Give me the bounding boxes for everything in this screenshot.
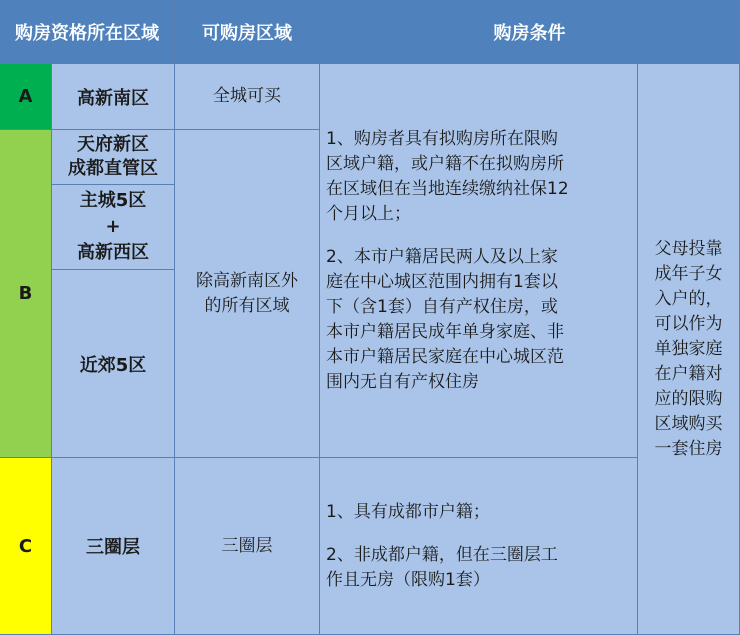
conditions-ab-line6: 庭在中心城区范围内拥有1套以 (326, 271, 558, 292)
note-line6: 在户籍对 (654, 363, 723, 384)
note-line2: 成年子女 (654, 263, 723, 284)
conditions-ab-line8: 本市户籍居民成年单身家庭、非 (326, 321, 564, 342)
conditions-c-line2: 2、非成都户籍，但在三圈层工 (326, 544, 558, 565)
conditions-ab-line1: 1、购房者具有拟购房所在限购 (326, 128, 558, 149)
purchase-area-c-label: 三圈层 (221, 535, 273, 556)
region-b2-line1: 主城5区 (79, 190, 147, 211)
note-line4: 可以作为 (654, 313, 723, 334)
purchase-area-b-line1: 除高新南区外 (196, 270, 298, 291)
grade-c-cell (0, 458, 52, 635)
region-c-label: 三圈层 (86, 537, 140, 558)
note-cell (638, 64, 740, 635)
region-b3-label: 近郊5区 (79, 354, 147, 376)
conditions-ab-line2: 区域户籍，或户籍不在拟购房所 (326, 153, 564, 174)
header-purchase-area-label: 可购房区域 (202, 22, 292, 44)
header-conditions-label: 购房条件 (493, 22, 566, 44)
note-line5: 单独家庭 (654, 338, 723, 359)
conditions-c-line1: 1、具有成都市户籍； (326, 501, 490, 522)
region-c-cell (52, 458, 175, 635)
header-eligibility-region-label: 购房资格所在区域 (15, 22, 159, 44)
region-b2-line3: 高新西区 (77, 242, 149, 263)
grade-a-cell (0, 64, 52, 130)
purchase-area-b-cell (175, 130, 320, 458)
conditions-ab-line4: 个月以上； (326, 203, 411, 224)
region-b2-plus: + (105, 216, 121, 237)
purchase-area-a-label: 全城可买 (213, 86, 281, 106)
conditions-c-line3: 作且无房（限购1套） (326, 569, 490, 590)
region-a-cell (52, 64, 175, 130)
region-b3-cell (52, 270, 175, 458)
purchase-area-b-line2: 的所有区域 (204, 295, 290, 316)
conditions-ab-line10: 围内无自有产权住房 (326, 371, 479, 392)
header-conditions (320, 0, 740, 64)
note-line1: 父母投靠 (654, 238, 723, 259)
grade-b-cell (0, 130, 52, 458)
conditions-ab-line3: 在区域但在当地连续缴纳社保12 (326, 178, 569, 199)
grade-b-label: B (18, 283, 33, 304)
header-eligibility-region (0, 0, 175, 64)
note-line8: 区域购买 (654, 413, 723, 434)
header-purchase-area (175, 0, 320, 64)
grade-c-label: C (18, 535, 33, 557)
conditions-ab-line5: 2、本市户籍居民两人及以上家 (326, 246, 558, 267)
region-b1-cell (52, 130, 175, 185)
region-b2-cell (52, 185, 175, 270)
conditions-ab-cell (320, 64, 638, 458)
note-line9: 一套住房 (654, 438, 723, 459)
purchase-area-a-cell (175, 64, 320, 130)
note-line3: 入户的， (654, 288, 723, 309)
conditions-ab-line9: 本市户籍居民家庭在中心城区范 (326, 346, 564, 367)
region-b1-line1: 天府新区 (77, 134, 149, 155)
region-a-label: 高新南区 (77, 87, 149, 109)
conditions-c-cell (320, 458, 638, 635)
grade-a-label: A (18, 86, 33, 107)
region-b1-line2: 成都直管区 (68, 158, 158, 179)
purchase-area-c-cell (175, 458, 320, 635)
conditions-ab-line7: 下（含1套）自有产权住房，或 (326, 296, 558, 317)
note-line7: 应的限购 (654, 388, 723, 409)
